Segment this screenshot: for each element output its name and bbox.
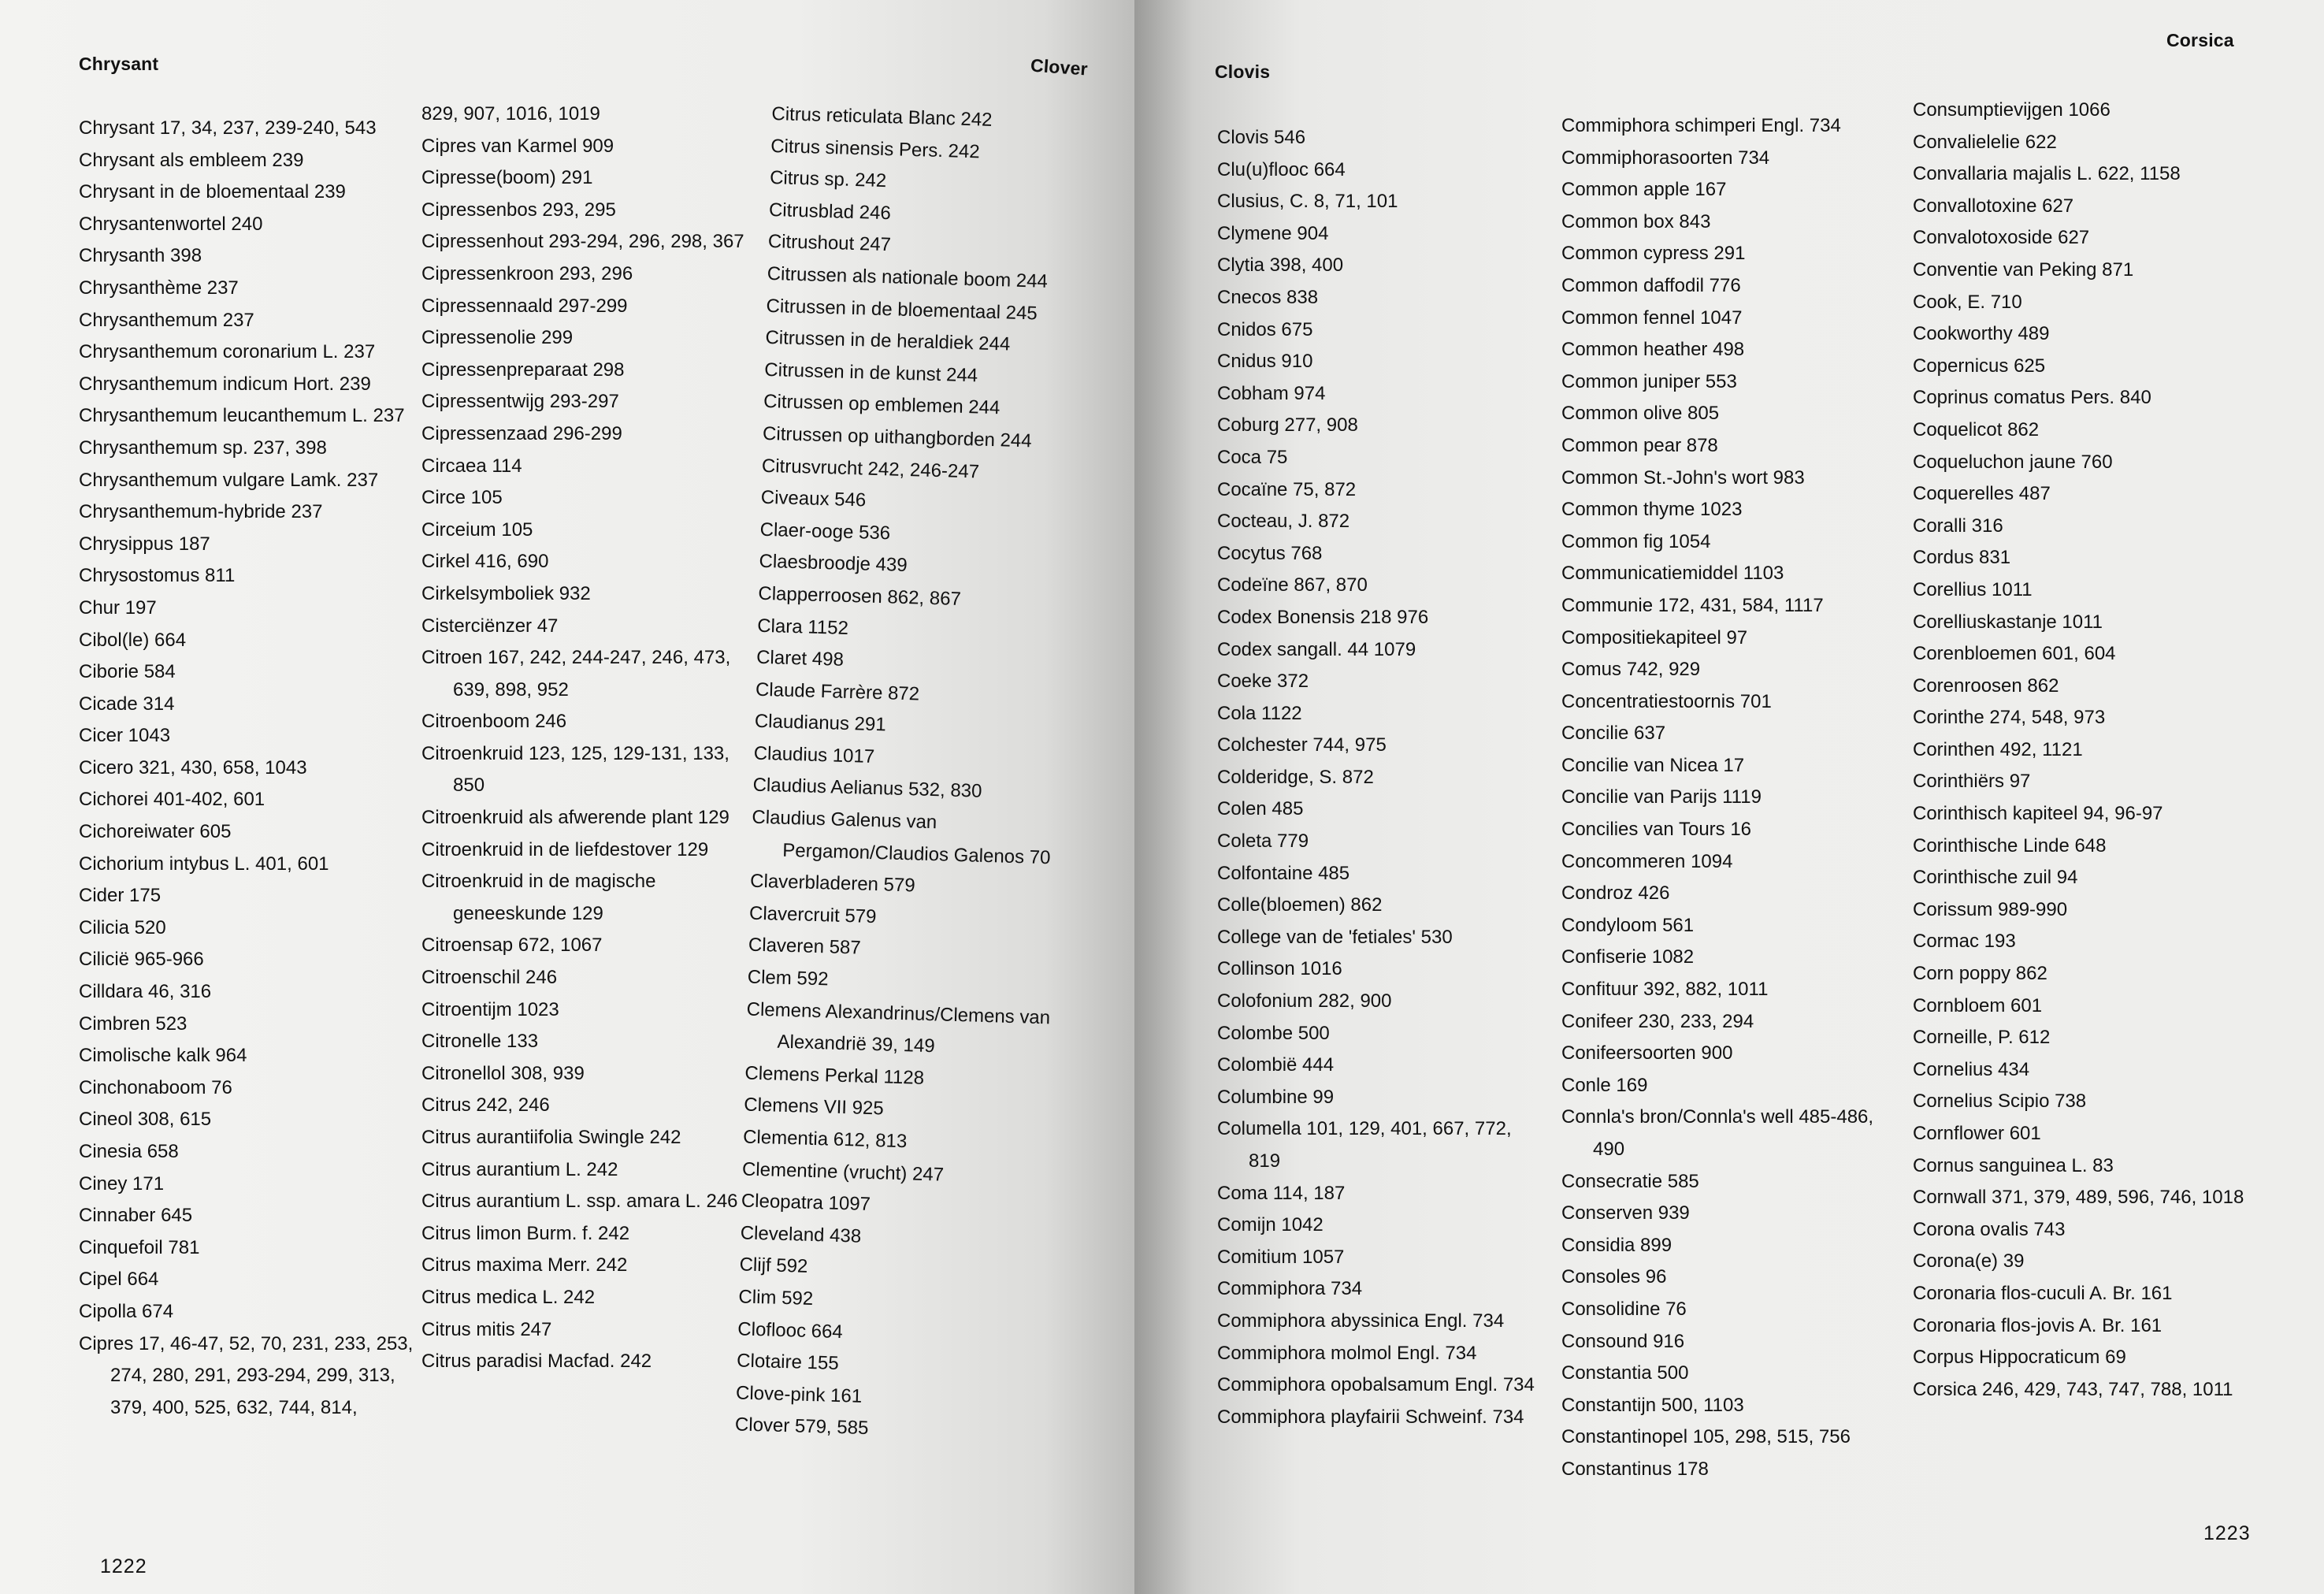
index-entry: Communie 172, 431, 584, 1117 (1561, 594, 1824, 616)
index-entry: Cilicia 520 (79, 916, 166, 938)
index-entry: Citrus sp. 242 (769, 167, 887, 192)
index-entry: Citroenkruid in de magische geneeskunde 129 (421, 871, 656, 924)
index-entry: Cicade 314 (79, 693, 175, 715)
index-entry: Claudianus 291 (754, 710, 887, 736)
index-entry: Chrysanthemum indicum Hort. 239 (79, 373, 371, 395)
index-entry: Citrus reticulata Blanc 242 (771, 102, 993, 131)
index-entry: Citroenkruid als afwerende plant 129 (421, 807, 729, 829)
index-entry: Codeïne 867, 870 (1217, 574, 1368, 596)
index-entry: Citrus paradisi Macfad. 242 (421, 1351, 652, 1373)
index-entry: Corenbloemen 601, 604 (1913, 643, 2116, 665)
index-entry: Chrysanthemum vulgare Lamk. 237 (79, 469, 379, 491)
index-entry: Chrysanthemum 237 (79, 309, 254, 331)
index-entry: Claudius 1017 (753, 742, 875, 767)
index-entry: Chrysanthème 237 (79, 277, 239, 299)
index-entry: Coburg 277, 908 (1217, 414, 1358, 437)
index-entry: Cicer 1043 (79, 725, 171, 747)
index-entry: Civeaux 546 (760, 486, 867, 511)
index-entry: Cornus sanguinea L. 83 (1913, 1154, 2114, 1176)
index-entry: Colfontaine 485 (1217, 862, 1350, 884)
index-entry: Claude Farrère 872 (755, 678, 920, 705)
index-entry: Corpus Hippocraticum 69 (1913, 1347, 2126, 1369)
index-entry: Cicero 321, 430, 658, 1043 (79, 756, 307, 778)
index-column-2 (421, 98, 756, 1378)
index-entry: Clovis 546 (1217, 127, 1306, 148)
index-entry: Coquerelles 487 (1913, 483, 2051, 505)
index-entry: Cider 175 (79, 885, 161, 907)
index-entry: Cilicië 965-966 (79, 949, 204, 971)
index-entry: Citrussen op uithangborden 244 (762, 422, 1032, 452)
index-entry: Coca 75 (1217, 446, 1288, 468)
index-entry: Cipressenkroon 293, 296 (421, 262, 633, 284)
index-entry: Coleta 779 (1217, 830, 1309, 853)
index-entry: Colderidge, S. 872 (1217, 766, 1374, 788)
index-entry: Citrusblad 246 (768, 199, 892, 225)
index-entry: Chrysant 17, 34, 237, 239-240, 543 (79, 117, 377, 139)
index-entry: Corinthen 492, 1121 (1913, 738, 2083, 760)
index-entry: Corona ovalis 743 (1913, 1218, 2066, 1240)
index-entry: Cipresse(boom) 291 (421, 167, 593, 189)
right-page (1134, 0, 2324, 1594)
index-entry: Clemens VII 925 (743, 1094, 885, 1120)
index-column-5 (1561, 110, 1900, 1486)
index-entry: Consecratie 585 (1561, 1170, 1699, 1192)
index-entry: Cornbloem 601 (1913, 994, 2043, 1016)
index-entry: Cipressenolie 299 (421, 327, 574, 349)
index-entry: Constantinopel 105, 298, 515, 756 (1561, 1426, 1851, 1448)
index-entry: Cocytus 768 (1217, 542, 1323, 564)
index-entry: Cipressenbos 293, 295 (421, 199, 616, 221)
index-entry: Common heather 498 (1561, 339, 1745, 361)
index-entry: Conifeer 230, 233, 294 (1561, 1010, 1754, 1032)
index-entry: Concentratiestoornis 701 (1561, 690, 1772, 712)
index-entry: Cirkel 416, 690 (421, 551, 549, 573)
index-entry: Circeium 105 (421, 518, 533, 541)
index-entry: Copernicus 625 (1913, 355, 2046, 377)
index-entry: Cleopatra 1097 (741, 1190, 871, 1216)
index-entry: Corinthisch kapiteel 94, 96-97 (1913, 803, 2163, 825)
index-entry: Connla's bron/Connla's well 485-486, 490 (1561, 1106, 1874, 1160)
index-entry: Compositiekapiteel 97 (1561, 626, 1748, 648)
index-entry: Clover 579, 585 (734, 1414, 869, 1440)
index-entry: Clara 1152 (756, 615, 849, 639)
index-entry: Cilldara 46, 316 (79, 981, 212, 1003)
index-entry: Concilie van Nicea 17 (1561, 754, 1745, 776)
index-entry: Concilies van Tours 16 (1561, 819, 1752, 841)
index-entry: Conventie van Peking 871 (1913, 258, 2134, 281)
index-entry: Cordus 831 (1913, 547, 2011, 569)
index-entry: Cinnaber 645 (79, 1205, 193, 1227)
index-entry: Comus 742, 929 (1561, 659, 1701, 681)
index-entry: Citrus aurantium L. 242 (421, 1158, 618, 1180)
index-entry: Common juniper 553 (1561, 370, 1737, 392)
index-entry: Colen 485 (1217, 798, 1304, 820)
index-entry: Coprinus comatus Pers. 840 (1913, 387, 2151, 409)
index-entry: Commiphora abyssinica Engl. 734 (1217, 1310, 1505, 1332)
index-entry: Cipressenhout 293-294, 296, 298, 367 (421, 231, 744, 253)
index-entry: Corenroosen 862 (1913, 674, 2059, 697)
index-entry: Corn poppy 862 (1913, 963, 2047, 985)
index-entry: Citroen 167, 242, 244-247, 246, 473, 639, 898, 952 (421, 647, 731, 700)
index-entry: Conle 169 (1561, 1074, 1648, 1096)
index-entry: Citrus sinensis Pers. 242 (770, 135, 981, 162)
index-entry: Claret 498 (755, 646, 845, 671)
index-entry: Citrussen in de kunst 244 (764, 359, 978, 387)
index-entry: Clytia 398, 400 (1217, 255, 1344, 277)
index-entry: Citroenboom 246 (421, 711, 567, 733)
index-entry: Commiphora schimperi Engl. 734 (1561, 115, 1841, 136)
index-entry: Cnecos 838 (1217, 286, 1319, 308)
index-entry: Clotaire 155 (736, 1350, 839, 1375)
index-entry: Cimolische kalk 964 (79, 1045, 247, 1067)
index-entry: Citrus 242, 246 (421, 1094, 550, 1117)
index-entry: Corinthe 274, 548, 973 (1913, 707, 2106, 729)
index-entry: Citroentijm 1023 (421, 998, 559, 1020)
index-entry: 829, 907, 1016, 1019 (421, 103, 600, 124)
index-entry: Chrysanthemum coronarium L. 237 (79, 341, 376, 363)
index-entry: Chrysippus 187 (79, 533, 210, 555)
index-entry: Cornflower 601 (1913, 1123, 2041, 1144)
index-entry: Ciney 171 (79, 1172, 165, 1195)
index-entry: Clementia 612, 813 (742, 1126, 908, 1153)
index-column-6 (1913, 95, 2271, 1406)
index-entry: Common pear 878 (1561, 434, 1718, 456)
index-entry: Circaea 114 (421, 455, 522, 477)
index-entry: Cornelius Scipio 738 (1913, 1091, 2087, 1113)
index-entry: Codex Bonensis 218 976 (1217, 606, 1429, 628)
index-entry: Conserven 939 (1561, 1202, 1690, 1224)
index-entry: Condroz 426 (1561, 882, 1670, 905)
index-entry: Cola 1122 (1217, 702, 1302, 724)
index-entry: Comijn 1042 (1217, 1214, 1323, 1236)
index-entry: Clim 592 (738, 1286, 814, 1310)
index-entry: Corissum 989-990 (1913, 898, 2068, 920)
index-entry: Coqueluchon jaune 760 (1913, 451, 2113, 473)
index-entry: Conifeersoorten 900 (1561, 1042, 1733, 1065)
index-entry: Cormac 193 (1913, 931, 2016, 953)
index-entry: Colombe 500 (1217, 1022, 1330, 1044)
index-entry: Cipres 17, 46-47, 52, 70, 231, 233, 253, 274, 280, 291, 293-294, 299, 313, 379, 400, 525, 632, 744, 814, (79, 1332, 414, 1418)
index-entry: Common fennel 1047 (1561, 307, 1743, 329)
index-entry: Commiphora molmol Engl. 734 (1217, 1342, 1477, 1364)
index-entry: Citrussen als nationale boom 244 (767, 262, 1049, 292)
index-entry: Clymene 904 (1217, 222, 1329, 244)
index-entry: Corinthische zuil 94 (1913, 867, 2078, 889)
index-entry: Concilie van Parijs 1119 (1561, 786, 1762, 808)
index-entry: Chrysant als embleem 239 (79, 149, 304, 171)
index-entry: Constantijn 500, 1103 (1561, 1394, 1744, 1416)
index-entry: Claer-ooge 536 (759, 518, 891, 544)
index-entry: Cipressenpreparaat 298 (421, 359, 625, 381)
index-entry: Cirkelsymboliek 932 (421, 582, 591, 604)
running-head-left: Chrysant (79, 54, 159, 74)
index-entry: Collinson 1016 (1217, 958, 1342, 980)
index-entry: Chrysanth 398 (79, 245, 202, 267)
index-entry: Citrus limon Burm. f. 242 (421, 1222, 630, 1244)
index-entry: Convalotoxoside 627 (1913, 227, 2090, 249)
index-entry: Citronellol 308, 939 (421, 1062, 585, 1084)
index-entry: Chrysanthemum leucanthemum L. 237 (79, 405, 405, 427)
index-entry: Chrysanthemum-hybride 237 (79, 501, 323, 523)
index-entry: Claveren 587 (748, 934, 862, 959)
index-entry: Cleveland 438 (740, 1222, 862, 1247)
index-entry: Clove-pink 161 (735, 1382, 863, 1407)
index-entry: Citronelle 133 (421, 1031, 539, 1053)
index-entry: Cnidus 910 (1217, 351, 1313, 373)
page-number-right: 1223 (2203, 1522, 2251, 1544)
index-entry: Citrussen in de heraldiek 244 (765, 327, 1011, 355)
index-entry: Cipel 664 (79, 1269, 159, 1291)
index-entry: Colofonium 282, 900 (1217, 990, 1392, 1013)
index-entry: Colle(bloemen) 862 (1217, 894, 1383, 916)
index-entry: Cocaïne 75, 872 (1217, 478, 1357, 500)
index-entry: Clementine (vrucht) 247 (741, 1158, 945, 1186)
index-entry: Claesbroodje 439 (759, 551, 908, 577)
index-entry: Cichorei 401-402, 601 (79, 789, 265, 811)
index-entry: Common St.-John's wort 983 (1561, 466, 1805, 489)
index-entry: Cipressennaald 297-299 (421, 295, 628, 317)
index-entry: Cichorium intybus L. 401, 601 (79, 853, 329, 875)
index-entry: Communicatiemiddel 1103 (1561, 563, 1784, 585)
index-entry: Cinchonaboom 76 (79, 1076, 232, 1098)
index-entry: Commiphora 734 (1217, 1278, 1363, 1300)
column-head-clover: Clover (1030, 54, 1089, 80)
index-entry: Cipressenzaad 296-299 (421, 422, 622, 444)
index-entry: Corneille, P. 612 (1913, 1027, 2051, 1049)
index-entry: Cipres van Karmel 909 (421, 135, 614, 157)
index-entry: Cocteau, J. 872 (1217, 511, 1350, 533)
index-entry: Cinesia 658 (79, 1141, 179, 1162)
index-entry: Citrussen in de bloementaal 245 (766, 295, 1038, 325)
index-entry: College van de 'fetiales' 530 (1217, 926, 1453, 948)
index-entry: Commiphora opobalsamum Engl. 734 (1217, 1374, 1535, 1396)
index-entry: Coralli 316 (1913, 515, 2003, 537)
index-entry: Clapperroosen 862, 867 (758, 582, 962, 610)
index-entry: Cipressentwijg 293-297 (421, 391, 619, 413)
index-entry: Chur 197 (79, 596, 157, 619)
index-entry: Condyloom 561 (1561, 914, 1695, 936)
index-entry: Clem 592 (747, 966, 829, 990)
index-entry: Common box 843 (1561, 210, 1711, 232)
index-entry: Common olive 805 (1561, 403, 1720, 425)
index-entry: Cookworthy 489 (1913, 323, 2050, 345)
index-entry: Columbine 99 (1217, 1086, 1335, 1108)
index-entry: Citroenkruid 123, 125, 129-131, 133, 850 (421, 742, 729, 797)
left-page (0, 0, 1134, 1594)
index-column-4 (1217, 122, 1548, 1433)
index-entry: Corinthische Linde 648 (1913, 834, 2107, 856)
index-entry: Citrus aurantium L. ssp. amara L. 246 (421, 1191, 738, 1213)
index-entry: Citrussen op emblemen 244 (763, 391, 1001, 419)
index-entry: Convalielelie 622 (1913, 131, 2057, 153)
index-entry: Comitium 1057 (1217, 1246, 1345, 1268)
index-entry: Cisterciënzer 47 (421, 615, 559, 637)
index-entry: Cnidos 675 (1217, 318, 1313, 340)
index-entry: Columella 101, 129, 401, 667, 772, 819 (1217, 1118, 1512, 1172)
page-number-left: 1222 (100, 1555, 147, 1577)
index-entry: Considia 899 (1561, 1234, 1672, 1256)
index-entry: Coma 114, 187 (1217, 1182, 1346, 1204)
index-entry: Citroenkruid in de liefdestover 129 (421, 838, 709, 860)
index-entry: Claudius Galenus van Pergamon/Claudios Galenos 70 (752, 806, 1051, 868)
index-entry: Chrysant in de bloementaal 239 (79, 181, 346, 203)
index-entry: Cornwall 371, 379, 489, 596, 746, 1018 (1913, 1187, 2244, 1209)
index-column-1 (79, 113, 414, 1424)
index-entry: Citrus mitis 247 (421, 1318, 552, 1340)
index-entry: Common cypress 291 (1561, 243, 1746, 265)
index-entry: Corelliuskastanje 1011 (1913, 611, 2103, 633)
index-entry: Commiphorasoorten 734 (1561, 147, 1770, 169)
index-entry: Claverbladeren 579 (749, 870, 916, 897)
index-entry: Consoles 96 (1561, 1266, 1667, 1288)
index-entry: Cornelius 434 (1913, 1058, 2030, 1080)
index-entry: Colombië 444 (1217, 1054, 1335, 1076)
index-entry: Common thyme 1023 (1561, 499, 1743, 521)
index-entry: Corellius 1011 (1913, 578, 2033, 600)
index-entry: Confiserie 1082 (1561, 946, 1695, 968)
index-entry: Cinquefoil 781 (79, 1236, 200, 1258)
index-entry: Corsica 246, 429, 743, 747, 788, 1011 (1913, 1378, 2233, 1400)
index-entry: Codex sangall. 44 1079 (1217, 638, 1416, 660)
index-entry: Circe 105 (421, 487, 503, 509)
index-entry: Common fig 1054 (1561, 530, 1711, 552)
index-entry: Chrysantenwortel 240 (79, 213, 263, 235)
index-entry: Clemens Perkal 1128 (744, 1062, 925, 1089)
index-entry: Coronaria flos-cuculi A. Br. 161 (1913, 1282, 2173, 1304)
index-entry: Confituur 392, 882, 1011 (1561, 979, 1769, 1001)
index-entry: Concilie 637 (1561, 723, 1666, 745)
index-entry: Cineol 308, 615 (79, 1109, 212, 1131)
index-entry: Citrus aurantiifolia Swingle 242 (421, 1127, 681, 1148)
index-entry: Citroensap 672, 1067 (421, 934, 603, 957)
index-entry: Cipolla 674 (79, 1300, 174, 1322)
index-entry: Clijf 592 (739, 1254, 808, 1278)
index-entry: Convallaria majalis L. 622, 1158 (1913, 163, 2181, 185)
running-head-corsica: Corsica (2166, 30, 2234, 50)
running-head-clovis: Clovis (1215, 61, 1271, 82)
index-entry: Consound 916 (1561, 1330, 1685, 1352)
index-entry: Cloflooc 664 (737, 1317, 844, 1343)
index-entry: Clemens Alexandrinus/Clemens van Alexandrië 39, 149 (746, 998, 1051, 1057)
index-entry: Concommeren 1094 (1561, 850, 1733, 872)
index-entry: Corinthiërs 97 (1913, 771, 2031, 793)
index-entry: Commiphora playfairii Schweinf. 734 (1217, 1406, 1524, 1428)
index-entry: Ciborie 584 (79, 661, 176, 683)
index-entry: Citrusvrucht 242, 246-247 (761, 455, 980, 483)
index-entry: Citrus medica L. 242 (421, 1286, 596, 1308)
index-entry: Chrysanthemum sp. 237, 398 (79, 437, 327, 459)
index-entry: Clavercruit 579 (748, 902, 877, 927)
index-entry: Cibol(le) 664 (79, 629, 187, 651)
index-entry: Colchester 744, 975 (1217, 734, 1387, 756)
index-entry: Common apple 167 (1561, 179, 1727, 201)
index-entry: Claudius Aelianus 532, 830 (752, 775, 982, 803)
index-entry: Coeke 372 (1217, 671, 1309, 693)
index-entry: Cichoreiwater 605 (79, 821, 232, 843)
index-entry: Common daffodil 776 (1561, 274, 1741, 296)
index-entry: Clu(u)flooc 664 (1217, 158, 1346, 180)
index-entry: Convallotoxine 627 (1913, 195, 2074, 217)
index-entry: Coronaria flos-jovis A. Br. 161 (1913, 1314, 2163, 1336)
index-entry: Citrushout 247 (767, 231, 892, 256)
index-entry: Cimbren 523 (79, 1013, 187, 1035)
index-entry: Consumptievijgen 1066 (1913, 99, 2111, 121)
index-entry: Cook, E. 710 (1913, 291, 2022, 313)
index-entry: Cobham 974 (1217, 382, 1326, 404)
index-entry: Constantinus 178 (1561, 1458, 1709, 1480)
index-entry: Citrus maxima Merr. 242 (421, 1254, 628, 1276)
index-entry: Citroenschil 246 (421, 967, 558, 989)
index-entry: Clusius, C. 8, 71, 101 (1217, 191, 1398, 213)
index-entry: Coquelicot 862 (1913, 418, 2040, 440)
index-entry: Corona(e) 39 (1913, 1250, 2025, 1273)
index-entry: Consolidine 76 (1561, 1298, 1687, 1320)
index-entry: Constantia 500 (1561, 1362, 1689, 1384)
index-column-3 (734, 98, 1086, 1450)
index-entry: Chrysostomus 811 (79, 565, 236, 587)
